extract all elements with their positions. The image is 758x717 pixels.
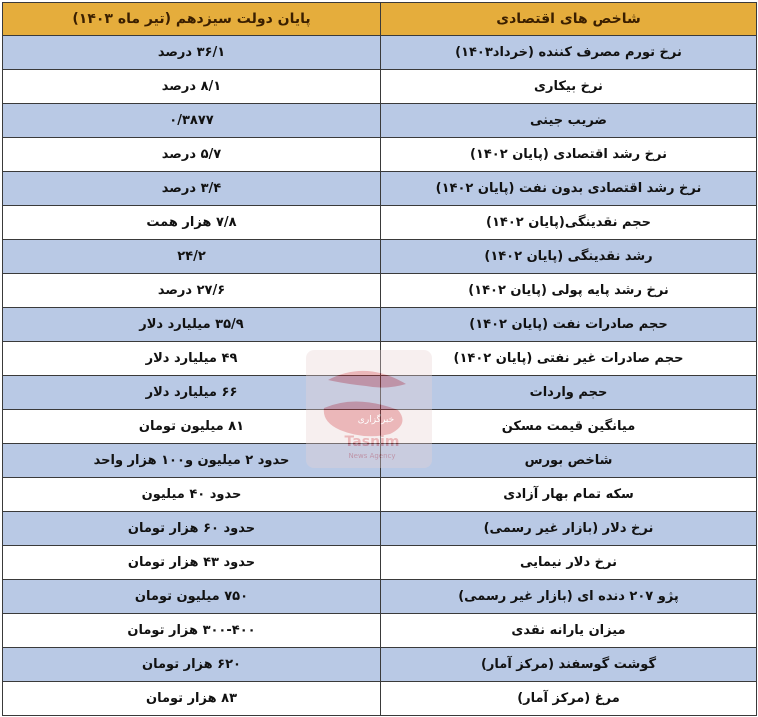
value-cell: ۷/۸ هزار همت (3, 206, 381, 240)
indicator-cell: پژو ۲۰۷ دنده ای (بازار غیر رسمی) (381, 580, 757, 614)
indicator-cell: حجم نقدینگی(پایان ۱۴۰۲) (381, 206, 757, 240)
table-row (3, 682, 757, 716)
value-cell: ۲۷/۶ درصد (3, 274, 381, 308)
table-row (3, 444, 757, 478)
value-cell: ۰/۳۸۷۷ (3, 104, 381, 138)
table-row (3, 206, 757, 240)
watermark-fa: خبرگزاری (357, 415, 395, 425)
table-row (3, 104, 757, 138)
indicator-cell: ضریب جینی (381, 104, 757, 138)
indicator-cell: نرخ دلار نیمایی (381, 546, 757, 580)
watermark-brand: Tasnim (344, 434, 400, 450)
table-body (3, 36, 757, 716)
indicator-cell: حجم واردات (381, 376, 757, 410)
indicator-cell: شاخص بورس (381, 444, 757, 478)
indicator-cell: میانگین قیمت مسکن (381, 410, 757, 444)
header-value: پایان دولت سیزدهم (تیر ماه ۱۴۰۳) (3, 3, 381, 36)
table-row (3, 138, 757, 172)
indicator-cell: نرخ تورم مصرف کننده (خرداد۱۴۰۳) (381, 36, 757, 70)
table-row (3, 376, 757, 410)
header-indicator: شاخص های اقتصادی (381, 3, 757, 36)
table-row (3, 172, 757, 206)
value-cell: ۳۵/۹ میلیارد دلار (3, 308, 381, 342)
value-cell: ۸/۱ درصد (3, 70, 381, 104)
economic-indicators-table (2, 2, 757, 716)
value-cell: ۳۰۰-۴۰۰ هزار تومان (3, 614, 381, 648)
table-row (3, 274, 757, 308)
indicator-cell: حجم صادرات غیر نفتی (پایان ۱۴۰۲) (381, 342, 757, 376)
table-header (3, 3, 757, 36)
table-row (3, 240, 757, 274)
table-row (3, 410, 757, 444)
indicator-cell: گوشت گوسفند (مرکز آمار) (381, 648, 757, 682)
value-cell: حدود ۲ میلیون و۱۰۰ هزار واحد (3, 444, 381, 478)
indicator-cell: نرخ رشد اقتصادی (پایان ۱۴۰۲) (381, 138, 757, 172)
value-cell: ۸۳ هزار تومان (3, 682, 381, 716)
indicator-cell: میزان یارانه نقدی (381, 614, 757, 648)
table-row (3, 648, 757, 682)
table-row (3, 36, 757, 70)
value-cell: حدود ۴۳ هزار تومان (3, 546, 381, 580)
table-row (3, 478, 757, 512)
indicator-cell: نرخ دلار (بازار غیر رسمی) (381, 512, 757, 546)
value-cell: ۶۶ میلیارد دلار (3, 376, 381, 410)
indicator-cell: نرخ رشد پایه پولی (پایان ۱۴۰۲) (381, 274, 757, 308)
value-cell: ۳۶/۱ درصد (3, 36, 381, 70)
value-cell: ۷۵۰ میلیون تومان (3, 580, 381, 614)
table-row (3, 580, 757, 614)
value-cell: حدود ۶۰ هزار تومان (3, 512, 381, 546)
indicator-cell: مرغ (مرکز آمار) (381, 682, 757, 716)
table-row (3, 512, 757, 546)
value-cell: حدود ۴۰ میلیون (3, 478, 381, 512)
table-row (3, 546, 757, 580)
indicator-cell: سکه تمام بهار آزادی (381, 478, 757, 512)
indicator-cell: رشد نقدینگی (پایان ۱۴۰۲) (381, 240, 757, 274)
indicator-cell: حجم صادرات نفت (پایان ۱۴۰۲) (381, 308, 757, 342)
economic-indicators-table-wrap (2, 2, 756, 715)
value-cell: ۶۲۰ هزار تومان (3, 648, 381, 682)
value-cell: ۸۱ میلیون تومان (3, 410, 381, 444)
table-row (3, 342, 757, 376)
table-row (3, 70, 757, 104)
indicator-cell: نرخ بیکاری (381, 70, 757, 104)
table-row (3, 614, 757, 648)
indicator-cell: نرخ رشد اقتصادی بدون نفت (پایان ۱۴۰۲) (381, 172, 757, 206)
value-cell: ۵/۷ درصد (3, 138, 381, 172)
value-cell: ۴۹ میلیارد دلار (3, 342, 381, 376)
value-cell: ۲۴/۲ (3, 240, 381, 274)
value-cell: ۳/۴ درصد (3, 172, 381, 206)
table-row (3, 308, 757, 342)
watermark-sub: News Agency (348, 452, 396, 460)
header-row (3, 3, 757, 36)
